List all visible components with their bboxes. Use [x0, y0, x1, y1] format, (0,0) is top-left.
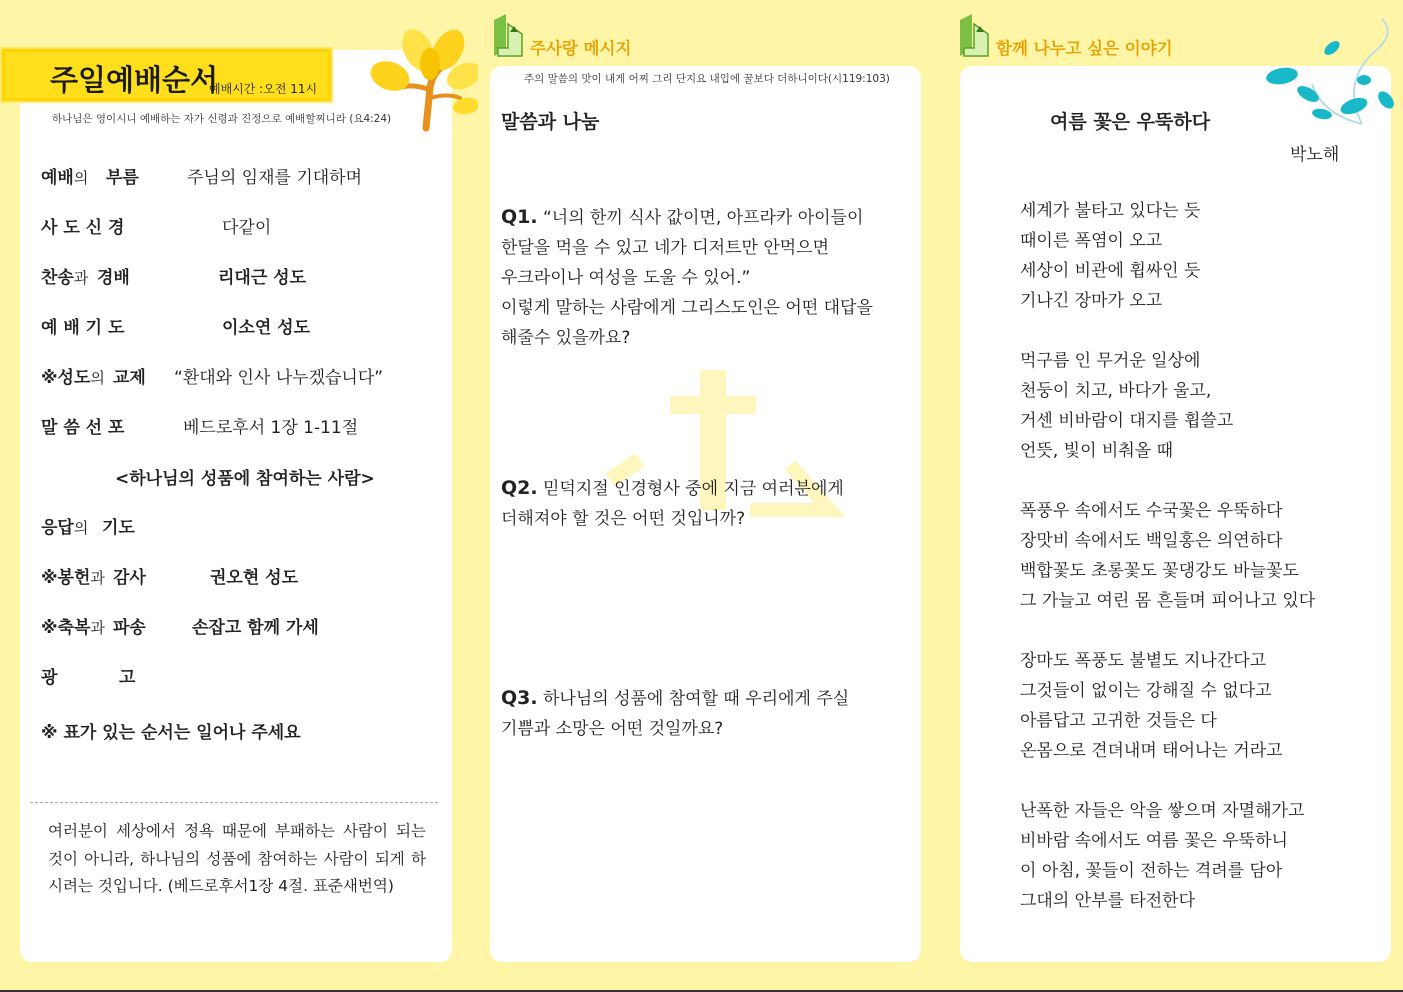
order-row — [41, 213, 272, 238]
question-text: 우크라이나 여성을 도울 수 있어.” — [501, 268, 751, 288]
order-label-main: 사 도 신 경 — [41, 218, 125, 238]
question-line — [501, 323, 901, 353]
stand-note: ※ 표가 있는 순서는 일어나 주세요 — [41, 723, 301, 743]
order-row — [41, 263, 307, 288]
order-value: “환대와 인사 나누겠습니다” — [174, 368, 384, 388]
order-label — [41, 413, 124, 438]
poem-stanza — [1020, 496, 1315, 616]
order-label-main: 예 배 기 도 — [41, 318, 125, 338]
poem-line: 아름답고 고귀한 것들은 다 — [1020, 711, 1217, 731]
order-label — [41, 663, 57, 688]
poem-line: 그 가늘고 여린 몸 흔들며 피어나고 있다 — [1020, 591, 1316, 611]
order-value: 권오현 성도 — [210, 568, 299, 588]
order-label-main: 말 씀 선 포 — [41, 418, 125, 438]
order-label — [41, 263, 88, 288]
question-line — [501, 683, 901, 714]
question-text: “너의 한끼 식사 값이면, 아프라카 아이들이 — [543, 208, 864, 228]
order-label-particle: 과 — [73, 269, 89, 287]
order-value: 베드로후서 1장 1-11절 — [183, 418, 359, 438]
question-line — [501, 263, 901, 293]
order-value: 주님의 임재를 기대하며 — [187, 168, 363, 188]
order-row — [41, 163, 363, 188]
order-label — [41, 163, 88, 188]
order-value: 이소연 성도 — [222, 318, 311, 338]
order-label-second: 기도 — [102, 518, 135, 538]
order-row — [41, 613, 319, 638]
question-1 — [501, 202, 901, 353]
question-line — [501, 714, 901, 744]
order-row — [41, 313, 311, 338]
poem-line: 거센 비바람이 대지를 휩쓸고 — [1020, 411, 1234, 431]
poem-line: 천둥이 치고, 바다가 울고, — [1020, 381, 1212, 401]
poem-line: 기나긴 장마가 오고 — [1020, 291, 1163, 311]
question-line — [501, 233, 901, 263]
poem-line: 세계가 불타고 있다는 듯 — [1020, 201, 1201, 221]
order-value: 다같이 — [222, 218, 272, 238]
order-label — [41, 513, 88, 538]
poem-line: 난폭한 자들은 악을 쌓으며 자멸해가고 — [1020, 801, 1305, 821]
header-verse: 하나님은 영이시니 예배하는 자가 신령과 진정으로 예배할찌니라 (요4:24) — [52, 113, 392, 125]
question-number: Q3. — [501, 687, 538, 709]
poem-title: 여름 꽃은 우뚝하다 — [1050, 111, 1211, 133]
poem-stanza — [1020, 796, 1304, 916]
worship-time: 예배시간 :오전 11시 — [209, 82, 318, 96]
order-label — [41, 313, 124, 338]
order-row — [41, 513, 135, 538]
question-number: Q2. — [501, 477, 538, 499]
question-text: 하나님의 성품에 참여할 때 우리에게 주실 — [543, 689, 850, 709]
poem-line: 세상이 비관에 휩싸인 듯 — [1020, 261, 1201, 281]
poem-line: 장마도 폭풍도 불볕도 지나간다고 — [1020, 651, 1267, 671]
order-row — [41, 663, 136, 688]
tree-leaves-icon — [368, 28, 478, 132]
question-text: 이렇게 말하는 사람에게 그리스도인은 어떤 대답을 — [501, 298, 873, 318]
poem-author: 박노해 — [1290, 145, 1340, 165]
order-label-particle: 과 — [90, 569, 105, 587]
order-label-second: 파송 — [113, 618, 146, 638]
question-line — [501, 504, 901, 534]
order-label-second: 부름 — [106, 168, 139, 188]
poem-line: 장맛비 속에서도 백일홍은 의연하다 — [1020, 531, 1283, 551]
order-label-second: 경배 — [97, 268, 130, 288]
poem-stanza — [1020, 346, 1233, 466]
order-label-particle: 의 — [73, 519, 89, 537]
poem-line: 때이른 폭염이 오고 — [1020, 231, 1163, 251]
order-label-second: 감사 — [113, 568, 146, 588]
poem-stanza — [1020, 646, 1283, 766]
order-label-particle: 과 — [90, 619, 105, 637]
order-label-particle: 의 — [90, 369, 105, 387]
poem-line: 백합꽃도 초롱꽃도 꽃댕강도 바늘꽃도 — [1020, 561, 1299, 581]
poem-line: 온몸으로 견뎌내며 태어나는 거라고 — [1020, 741, 1283, 761]
order-value: 손잡고 함께 가세 — [192, 618, 319, 638]
floral-swirl-icon — [1262, 14, 1403, 134]
order-label — [41, 363, 105, 388]
order-row — [41, 363, 384, 388]
message-subtitle: 주의 말씀의 맛이 내게 어찌 그리 단지요 내입에 꿀보다 더하니이다(시119:103) — [524, 73, 890, 85]
order-label — [41, 213, 124, 238]
question-text: 해줄수 있을까요? — [501, 328, 631, 348]
bottom-verse: 여러분이 세상에서 정욕 때문에 부패하는 사람이 되는 것이 아니라, 하나님의 성품에 참여하는 사람이 되게 하시려는 것입니다. (베드로후서1장 4절. 표준새번역) — [48, 822, 426, 895]
question-text: 더해져야 할 것은 어떤 것입니까? — [501, 509, 746, 529]
message-section-title: 주사랑 메시지 — [530, 39, 632, 58]
message-heading: 말씀과 나눔 — [501, 111, 600, 133]
order-label-main: 광 — [41, 668, 58, 688]
question-text: 기쁨과 소망은 어떤 것일까요? — [501, 719, 724, 739]
dashed-divider — [30, 802, 438, 803]
order-row — [41, 413, 359, 438]
order-value: 리대근 성도 — [218, 268, 307, 288]
arrow-up-icon — [958, 12, 992, 58]
question-line — [501, 473, 901, 504]
question-3 — [501, 683, 901, 744]
arrow-up-icon — [492, 12, 526, 58]
poem-line: 그대의 안부를 타전한다 — [1020, 891, 1196, 911]
order-label — [41, 613, 105, 638]
order-row — [41, 563, 299, 588]
question-line — [501, 293, 901, 323]
question-number: Q1. — [501, 206, 538, 228]
poem-stanza — [1020, 196, 1200, 316]
order-label-particle: 의 — [73, 169, 89, 187]
story-section-title: 함께 나누고 싶은 이야기 — [996, 39, 1173, 58]
sermon-title: <하나님의 성품에 참여하는 사람> — [115, 469, 375, 489]
order-label-main: 찬송 — [41, 268, 74, 288]
poem-line: 비바람 속에서도 여름 꽃은 우뚝하니 — [1020, 831, 1288, 851]
poem-line: 언뜻, 빛이 비춰올 때 — [1020, 441, 1173, 461]
order-label-second: 교제 — [113, 368, 146, 388]
order-label-main: ※봉헌 — [41, 568, 91, 588]
order-label-main: 응답 — [41, 518, 74, 538]
question-2 — [501, 473, 901, 534]
question-text: 믿덕지절 인경형사 중에 지금 여러분에게 — [543, 479, 844, 499]
poem-line: 먹구름 인 무거운 일상에 — [1020, 351, 1201, 371]
poem-line: 이 아침, 꽃들이 전하는 격려를 담아 — [1020, 861, 1283, 881]
question-text: 한달을 먹을 수 있고 네가 디저트만 안먹으면 — [501, 238, 830, 258]
question-line — [501, 202, 901, 233]
poem-line: 그것들이 없이는 강해질 수 없다고 — [1020, 681, 1272, 701]
order-label — [41, 563, 105, 588]
order-label-main: ※성도 — [41, 368, 91, 388]
poem-line: 폭풍우 속에서도 수국꽃은 우뚝하다 — [1020, 501, 1283, 521]
order-label-main: ※축복 — [41, 618, 91, 638]
page-title: 주일예배순서 — [50, 63, 219, 97]
order-label-main: 예배 — [41, 168, 74, 188]
order-label-second: 고 — [119, 668, 136, 688]
